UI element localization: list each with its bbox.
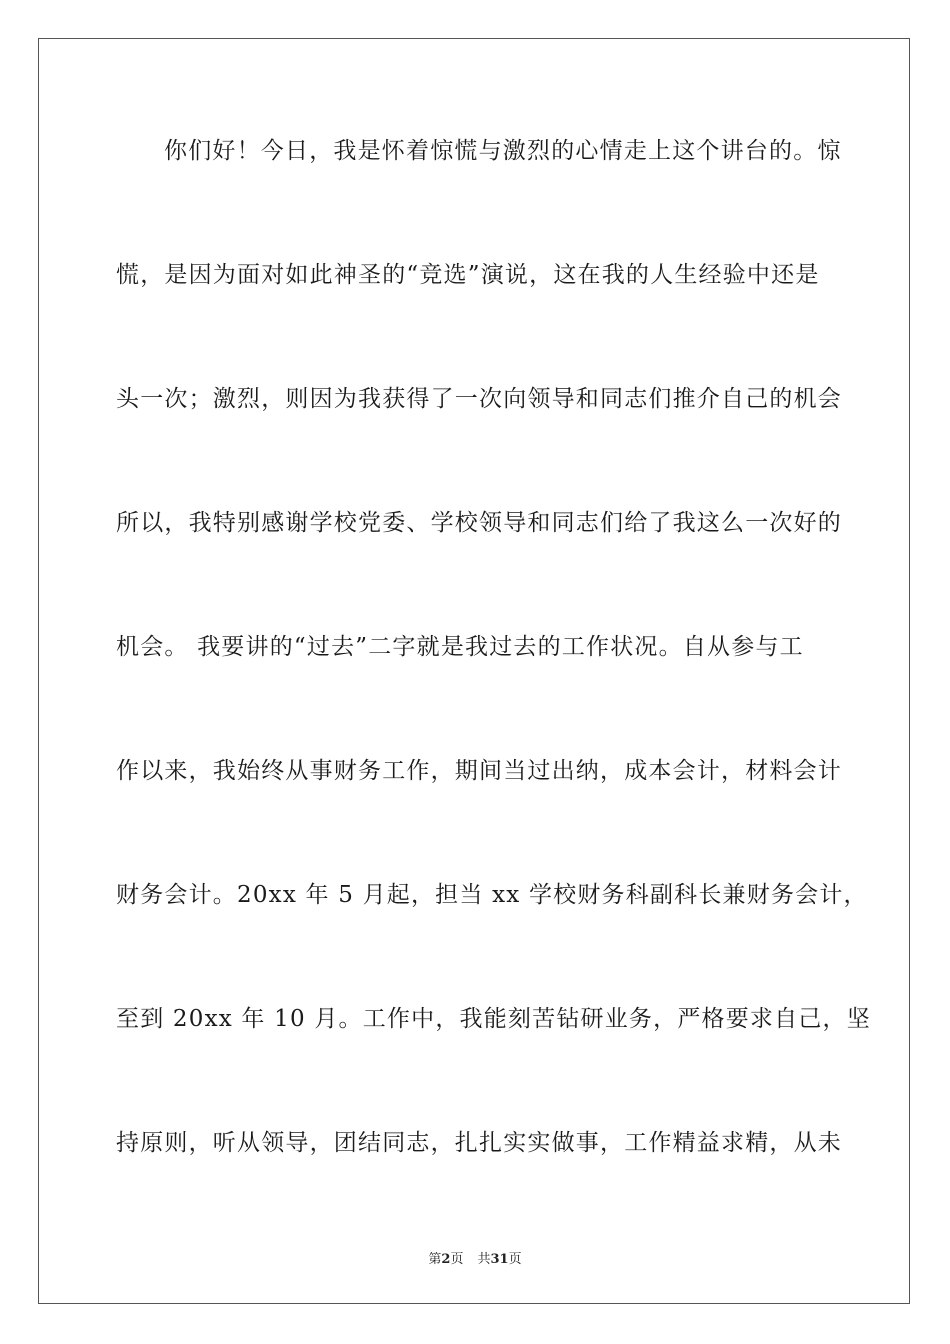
page-number-unit: 页	[450, 1252, 464, 1267]
body-line-6: 作以来，我始终从事财务工作，期间当过出纳，成本会计，材料会计	[116, 758, 842, 784]
page-total-unit: 页	[508, 1252, 522, 1267]
page-total-count: 31	[490, 1252, 509, 1267]
body-line-5: 机会。 我要讲的“过去”二字就是我过去的工作状况。自从参与工	[116, 634, 804, 660]
body-line-9: 持原则，听从领导，团结同志，扎扎实实做事，工作精益求精，从未	[116, 1130, 842, 1156]
page-border	[38, 38, 910, 1304]
body-line-3: 头一次；激烈，则因为我获得了一次向领导和同志们推介自己的机会	[116, 386, 842, 412]
page-number-prefix: 第	[428, 1252, 442, 1267]
body-line-4: 所以，我特别感谢学校党委、学校领导和同志们给了我这么一次好的	[116, 510, 842, 536]
body-line-1: 你们好！今日，我是怀着惊慌与激烈的心情走上这个讲台的。惊	[164, 138, 842, 164]
page-total-prefix: 共	[477, 1252, 491, 1267]
body-line-8: 至到 20xx 年 10 月。工作中，我能刻苦钻研业务，严格要求自己，坚	[116, 1006, 871, 1032]
body-line-2: 慌，是因为面对如此神圣的“竞选”演说，这在我的人生经验中还是	[116, 262, 820, 288]
page-number-current: 2	[441, 1252, 451, 1267]
page-footer	[0, 1248, 950, 1267]
body-line-7: 财务会计。20xx 年 5 月起，担当 xx 学校财务科副科长兼财务会计，	[116, 882, 868, 908]
